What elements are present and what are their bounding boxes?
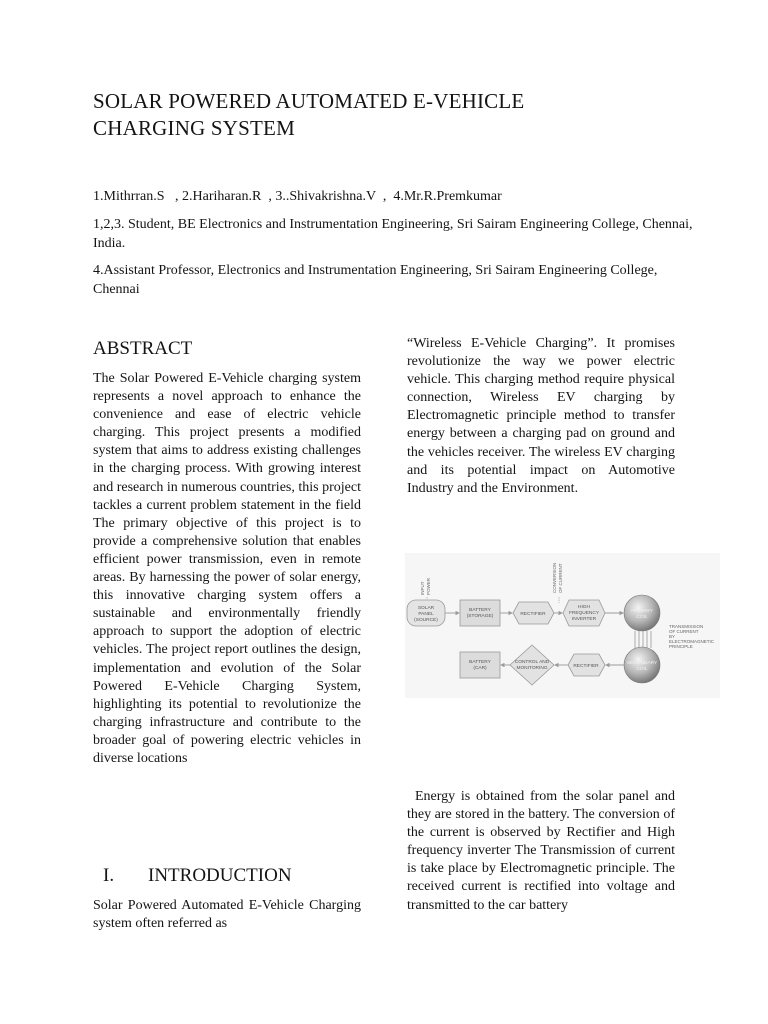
battery-storage-box	[460, 600, 500, 626]
solar-panel-box	[407, 600, 445, 626]
svg-text:COIL: COIL	[636, 667, 648, 672]
svg-text:COIL: COIL	[636, 615, 648, 620]
svg-text:BATTERY: BATTERY	[469, 608, 491, 613]
conversion-label	[552, 563, 563, 593]
introduction-heading	[93, 864, 393, 888]
rectifier-top-box	[513, 602, 554, 624]
svg-text:PRINCIPLE: PRINCIPLE	[669, 644, 693, 649]
affiliation-professor: 4.Assistant Professor, Electronics and Instrumentation Engineering, Sri Sairam Engineering College, Chennai	[93, 263, 658, 297]
svg-text:PANEL: PANEL	[418, 612, 434, 617]
paper-title	[93, 88, 713, 142]
system-block-diagram	[405, 553, 720, 698]
primary-coil	[624, 595, 660, 631]
svg-text:INVERTER: INVERTER	[571, 617, 597, 622]
section-title: INTRODUCTION	[148, 865, 292, 886]
author-list: 1.Mithrran.S , 2.Hariharan.R , 3..Shivakrishna.V , 4.Mr.R.Premkumar	[93, 189, 502, 204]
right-column-paragraph-2: Energy is obtained from the solar panel and they are stored in the battery. The conversion of the current is observed by Rectifier and High frequency inverter The Transmission of current is take place by Electromagnetic principle. The received current is rectified into voltage and transmitted to the car battery	[407, 789, 675, 913]
svg-text:BATTERY: BATTERY	[469, 660, 491, 665]
svg-text:SECONDARY: SECONDARY	[626, 661, 658, 666]
svg-text:OF CURRENT: OF CURRENT	[669, 629, 699, 634]
svg-text:TRANSMISSION: TRANSMISSION	[669, 624, 704, 629]
abstract-heading: ABSTRACT	[93, 338, 193, 359]
svg-text:(CAR): (CAR)	[473, 666, 487, 671]
secondary-coil	[624, 647, 660, 683]
svg-text:SOLAR: SOLAR	[417, 606, 435, 611]
svg-text:(STORAGE): (STORAGE)	[466, 614, 494, 619]
svg-text:FREQUENCY: FREQUENCY	[568, 611, 600, 616]
svg-text:PRIMARY: PRIMARY	[631, 609, 653, 614]
svg-text:MONITORING: MONITORING	[516, 666, 548, 671]
svg-text:(SOURCE): (SOURCE)	[414, 618, 438, 623]
svg-text:BY: BY	[669, 634, 676, 639]
svg-text:POWER: POWER	[426, 577, 431, 595]
battery-car-box	[460, 652, 500, 678]
svg-text:CONVERSION: CONVERSION	[552, 562, 557, 593]
right-column-paragraph-1: “Wireless E-Vehicle Charging”. It promises revolutionize the way we power electric vehicle. This charging method require physical connection, Wireless EV charging by Electromagnetic principle method to transfer energy between a charging pad on ground and the vehicles receiver. The wireless EV charging and its potential impact on Automotive Industry and the Environment.	[407, 336, 675, 496]
abstract-text: The Solar Powered E-Vehicle charging system represents a novel approach to enhance the convenience and ease of electric vehicle charging. This project presents a modified system that aims to address existing challenges in the charging process. With growing interest and research in numerous countries, this project tackles a current problem statement in the field The primary objective of this project is to provide a comprehensive solution that enables efficient power transmission, even in remote areas. By harnessing the power of solar energy, this innovative charging system offers a sustainable and environmentally friendly approach to support the adoption of electric vehicles. The project report outlines the design, implementation and evolution of the Solar Powered E-Vehicle Charging System, highlighting its potential to revolutionize the charging infrastructure and contribute to the broader goal of powering electric vehicles in diverse locations	[93, 371, 361, 766]
section-number: I.	[103, 865, 115, 886]
introduction-text: Solar Powered Automated E-Vehicle Charging system often referred as	[93, 898, 361, 932]
svg-text:RECTIFIER: RECTIFIER	[520, 612, 546, 617]
svg-text:ELECTROMAGNETIC: ELECTROMAGNETIC	[669, 639, 715, 644]
svg-text:OF CURRENT: OF CURRENT	[558, 563, 563, 593]
svg-text:INPUT: INPUT	[420, 581, 425, 595]
svg-text:RECTIFIER: RECTIFIER	[573, 664, 599, 669]
rectifier-bottom-box	[568, 654, 605, 676]
svg-text:HIGH: HIGH	[578, 605, 590, 610]
high-frequency-inverter-box	[563, 600, 605, 626]
svg-text:CONTROL AND: CONTROL AND	[514, 660, 550, 665]
affiliation-students: 1,2,3. Student, BE Electronics and Instrumentation Engineering, Sri Sairam Engineering College, Chennai, India.	[93, 217, 693, 251]
title-line-2: CHARGING SYSTEM	[93, 116, 295, 140]
title-line-1: SOLAR POWERED AUTOMATED E-VEHICLE	[93, 89, 525, 113]
